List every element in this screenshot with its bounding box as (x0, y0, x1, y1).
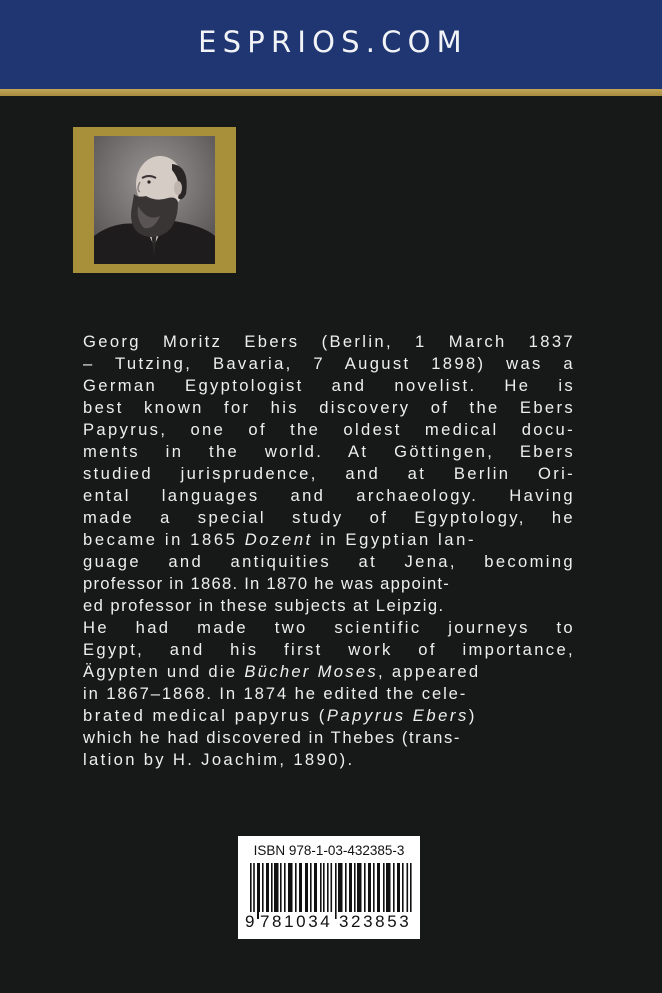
barcode-lead-digit: 9 (245, 912, 255, 931)
bio-line: which he had discovered in Thebes (trans- (83, 728, 461, 747)
publisher-brand: ESPRIOS.COM (198, 25, 468, 59)
bio-line: Ägypten und die Bücher Moses, appeared (83, 662, 481, 681)
bio-line: – Tutzing, Bavaria, 7 August 1898) was a (83, 354, 575, 373)
barcode-digits (244, 912, 416, 932)
isbn-barcode (238, 836, 420, 939)
bio-line: professor in 1868. In 1870 he was appoint- (83, 574, 451, 593)
isbn-label: ISBN 978-1-03-432385-3 (253, 843, 405, 858)
bio-line: guage and antiquities at Jena, becoming (83, 552, 575, 571)
bio-line: German Egyptologist and novelist. He is (83, 376, 575, 395)
barcode-right-digits: 323853 (339, 912, 412, 931)
italic-title-buecher-moses: Bücher Moses (244, 662, 379, 681)
bio-line: ed professor in these subjects at Leipzig. (83, 596, 445, 615)
bio-line: Egypt, and his first work of importance, (83, 640, 575, 659)
bio-line: lation by H. Joachim, 1890). (83, 750, 355, 769)
bio-line: brated medical papyrus (Papyrus Ebers) (83, 706, 477, 725)
bio-line: ental languages and archaeology. Having (83, 486, 575, 505)
gold-divider (0, 89, 662, 96)
bio-line: Georg Moritz Ebers (Berlin, 1 March 1837 (83, 332, 575, 351)
bio-line: best known for his discovery of the Ebers (83, 398, 575, 417)
italic-term-dozent: Dozent (244, 530, 313, 549)
bio-line: ments in the world. At Göttingen, Ebers (83, 442, 575, 461)
bio-line: became in 1865 Dozent in Egyptian lan- (83, 530, 477, 549)
author-portrait (94, 136, 215, 264)
portrait-frame (73, 127, 236, 273)
portrait-engraving-icon (94, 136, 215, 264)
bio-line: Papyrus, one of the oldest medical docu- (83, 420, 575, 439)
author-biography (83, 331, 575, 771)
bio-line: in 1867–1868. In 1874 he edited the cele- (83, 684, 468, 703)
bio-line: made a special study of Egyptology, he (83, 508, 575, 527)
header-band (0, 0, 662, 89)
barcode-left-digits: 781034 (260, 912, 333, 931)
italic-title-papyrus-ebers: Papyrus Ebers (326, 706, 469, 725)
bio-line: studied jurisprudence, and at Berlin Ori- (83, 464, 575, 483)
bio-line: He had made two scientific journeys to (83, 618, 575, 637)
